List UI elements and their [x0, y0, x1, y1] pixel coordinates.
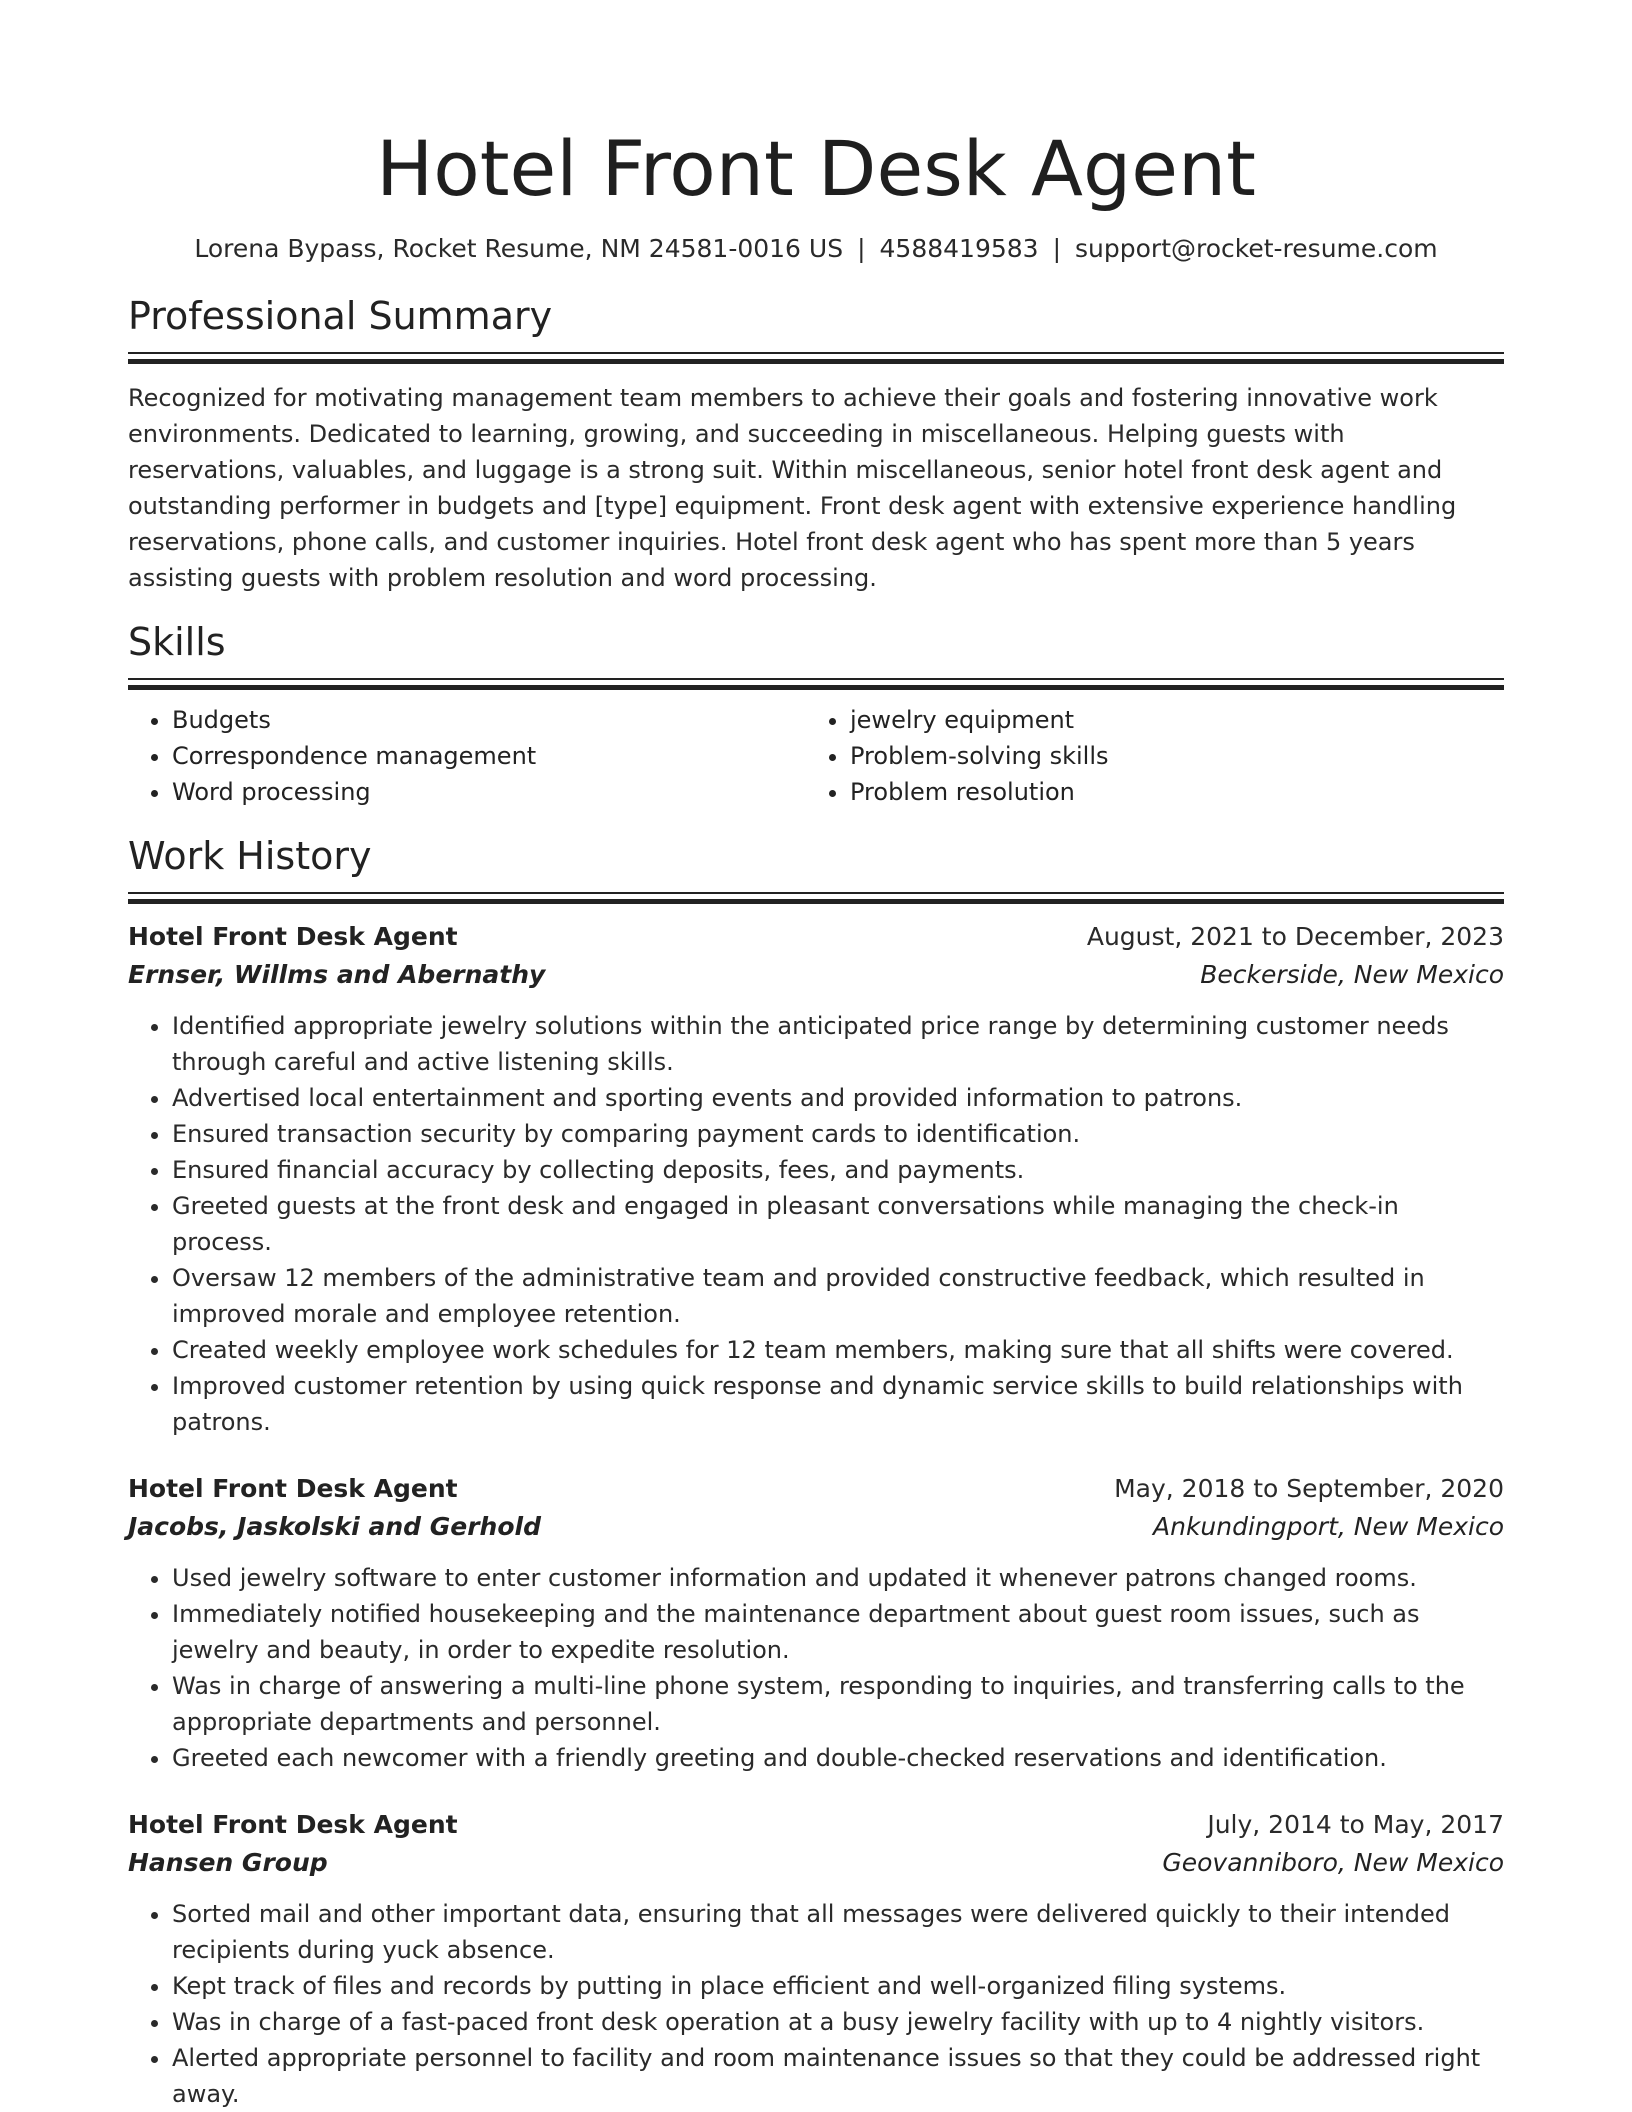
skills-list-left [128, 702, 806, 810]
job-company: Jacobs, Jaskolski and Gerhold [128, 1512, 541, 1541]
summary-text: Recognized for motivating management team members to achieve their goals and fostering innovative work environments. Dedicated to learning, growing, and succeeding in miscellaneous. Helping guests with reservations, valuables, and luggage is a strong suit. Within miscellaneous, senior hotel front desk agent and outstanding performer in budgets and [type] equipment. Front desk agent with extensive experience handling reservations, phone calls, and customer inquiries. Hotel front desk agent who has spent more than 5 years assisting guests with problem resolution and word processing. [128, 384, 1457, 592]
skill-item: • Budgets [172, 702, 806, 738]
section-divider [128, 352, 1504, 362]
job-bullets [128, 1008, 1504, 1440]
job-bullets [128, 1896, 1504, 2112]
skill-item: • Problem resolution [850, 774, 1484, 810]
job-bullets [128, 1560, 1504, 1776]
job-subheader-row [128, 1508, 1504, 1546]
job-company: Ernser, Willms and Abernathy [128, 960, 546, 989]
resume-page [128, 0, 1504, 2112]
job-header-row [128, 1470, 1504, 1508]
skills-columns [128, 702, 1504, 810]
job-location: Geovanniboro, New Mexico [1162, 1848, 1504, 1877]
skill-item: • Correspondence management [172, 738, 806, 774]
job-header-row [128, 918, 1504, 956]
job-bullet: • Improved customer retention by using quick response and dynamic service skills to build relationships with patrons. [172, 1368, 1504, 1440]
contact-separator: | [1052, 234, 1062, 263]
work-history-section [128, 832, 1504, 2112]
job-bullet: • Oversaw 12 members of the administrative team and provided constructive feedback, which resulted in improved morale and employee retention. [172, 1260, 1504, 1332]
job-bullet: • Greeted guests at the front desk and engaged in pleasant conversations while managing the check-in process. [172, 1188, 1504, 1260]
job-bullet: • Used jewelry software to enter customer information and updated it whenever patrons changed rooms. [172, 1560, 1504, 1596]
resume-title: Hotel Front Desk Agent [376, 124, 1256, 213]
job-bullet: • Ensured transaction security by comparing payment cards to identification. [172, 1116, 1504, 1152]
job-title: Hotel Front Desk Agent [128, 1810, 458, 1839]
skills-heading: Skills [128, 620, 226, 664]
job-entry [128, 1470, 1504, 1776]
job-entry [128, 1806, 1504, 2112]
job-bullet: • Ensured financial accuracy by collecting deposits, fees, and payments. [172, 1152, 1504, 1188]
contact-phone: 4588419583 [879, 234, 1039, 263]
job-header-row [128, 1806, 1504, 1844]
section-divider [128, 892, 1504, 902]
summary-section [128, 292, 1504, 596]
job-bullet: • Created weekly employee work schedules for 12 team members, making sure that all shifts were covered. [172, 1332, 1504, 1368]
contact-separator: | [857, 234, 866, 263]
job-bullet: • Alerted appropriate personnel to facility and room maintenance issues so that they could be addressed right away. [172, 2040, 1504, 2112]
summary-heading: Professional Summary [128, 294, 553, 338]
contact-line [128, 232, 1504, 266]
job-bullet: • Was in charge of answering a multi-line phone system, responding to inquiries, and transferring calls to the appropriate departments and personnel. [172, 1668, 1504, 1740]
contact-address: Lorena Bypass, Rocket Resume, NM 24581-0016 US [194, 234, 844, 263]
job-subheader-row [128, 1844, 1504, 1882]
contact-email: support@rocket-resume.com [1075, 234, 1438, 263]
job-entry [128, 918, 1504, 1440]
skill-item: • Word processing [172, 774, 806, 810]
skills-section [128, 618, 1504, 810]
job-company: Hansen Group [128, 1848, 328, 1877]
job-bullet: • Kept track of files and records by putting in place efficient and well-organized filing systems. [172, 1968, 1504, 2004]
job-dates: May, 2018 to September, 2020 [1114, 1474, 1504, 1503]
job-location: Ankundingport, New Mexico [1153, 1512, 1504, 1541]
job-dates: August, 2021 to December, 2023 [1086, 922, 1504, 951]
job-dates: July, 2014 to May, 2017 [1207, 1810, 1504, 1839]
job-title: Hotel Front Desk Agent [128, 922, 458, 951]
skill-item: • jewelry equipment [850, 702, 1484, 738]
job-bullet: • Was in charge of a fast-paced front desk operation at a busy jewelry facility with up to 4 nightly visitors. [172, 2004, 1504, 2040]
section-divider [128, 678, 1504, 688]
job-bullet: • Immediately notified housekeeping and the maintenance department about guest room issues, such as jewelry and beauty, in order to expedite resolution. [172, 1596, 1504, 1668]
job-bullet: • Advertised local entertainment and sporting events and provided information to patrons. [172, 1080, 1504, 1116]
job-subheader-row [128, 956, 1504, 994]
job-location: Beckerside, New Mexico [1200, 960, 1504, 989]
job-bullet: • Identified appropriate jewelry solutions within the anticipated price range by determining customer needs through careful and active listening skills. [172, 1008, 1504, 1080]
work-history-heading: Work History [128, 834, 372, 878]
job-bullet: • Sorted mail and other important data, ensuring that all messages were delivered quickly to their intended recipients during yuck absence. [172, 1896, 1504, 1968]
skills-list-right [806, 702, 1484, 810]
skill-item: • Problem-solving skills [850, 738, 1484, 774]
job-title: Hotel Front Desk Agent [128, 1474, 458, 1503]
job-bullet: • Greeted each newcomer with a friendly greeting and double-checked reservations and identification. [172, 1740, 1504, 1776]
